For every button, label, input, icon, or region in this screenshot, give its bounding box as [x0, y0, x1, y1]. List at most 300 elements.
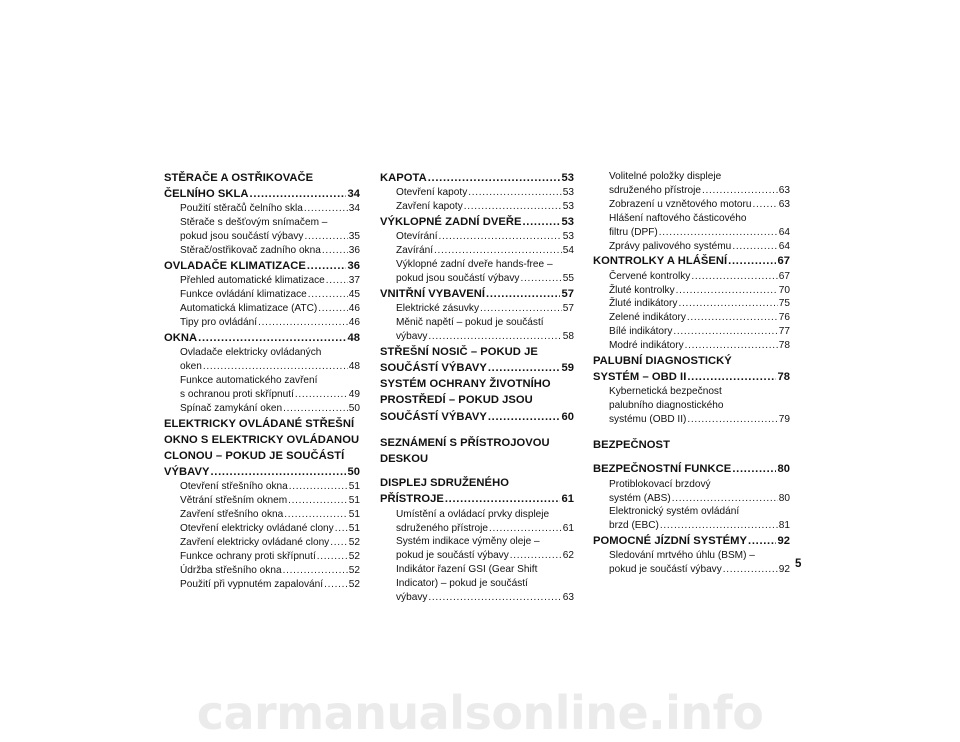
toc-entry-line [609, 311, 790, 325]
toc-entry-line [380, 491, 574, 507]
toc-subentry[interactable] [380, 316, 574, 344]
dot-leader [728, 253, 776, 269]
toc-subentry[interactable] [380, 535, 574, 563]
dot-leader [250, 186, 347, 202]
toc-entry-text: KAPOTA [380, 172, 427, 184]
toc-entry-text: SYSTÉM – OBD II [593, 371, 687, 384]
toc-entry-text: Žluté kontrolky [609, 284, 675, 296]
dot-leader [288, 494, 348, 508]
toc-page-number: 76 [778, 312, 790, 324]
toc-entry-text: Použití při vypnutém zapalování [180, 578, 324, 590]
toc-section-heading[interactable] [164, 416, 360, 481]
toc-subentry[interactable] [164, 550, 360, 564]
toc-entry-text: PROSTŘEDÍ – POKUD JSOU [380, 394, 533, 407]
toc-entry-text: pokud je součástí výbavy [396, 550, 509, 562]
toc-subentry[interactable] [593, 311, 790, 325]
toc-section-heading[interactable] [593, 437, 790, 453]
toc-entry-line [180, 550, 360, 564]
toc-entry-text: Otevírání [396, 231, 438, 243]
toc-subentry[interactable] [593, 212, 790, 240]
toc-section-heading[interactable] [164, 170, 360, 202]
toc-entry-text: výbavy [396, 330, 428, 342]
dot-leader [480, 302, 562, 316]
toc-column-1 [164, 170, 360, 592]
toc-entry-text: sdruženého přístroje [609, 184, 702, 196]
toc-entry-line [180, 360, 360, 374]
toc-entry-text: Výklopné zadní dveře hands-free – [396, 259, 553, 271]
toc-page-number: 63 [778, 198, 790, 210]
toc-entry-text: Otevření kapoty [396, 187, 468, 199]
toc-section-heading[interactable] [593, 461, 790, 477]
toc-entry-text: pokud je součástí výbavy [609, 564, 722, 576]
dot-leader [678, 297, 777, 311]
toc-page-number: 34 [347, 188, 360, 201]
dot-leader [732, 461, 776, 477]
toc-subentry[interactable] [380, 230, 574, 244]
toc-subentry[interactable] [164, 402, 360, 416]
toc-page-number: 52 [348, 564, 360, 576]
toc-entry-line [609, 519, 790, 533]
toc-entry-text: Indikátor řazení GSI (Gear Shift [396, 564, 538, 576]
toc-entry-line [164, 258, 360, 274]
dot-leader [520, 272, 561, 286]
dot-leader [753, 198, 778, 212]
toc-entry-line [609, 184, 790, 198]
toc-entry-text: Sledování mrtvého úhlu (BSM) – [609, 550, 755, 562]
toc-page-number: 75 [778, 298, 790, 310]
toc-section-heading[interactable] [380, 435, 574, 467]
toc-entry-line [180, 302, 360, 316]
toc-subentry[interactable] [593, 339, 790, 353]
toc-subentry[interactable] [593, 549, 790, 577]
toc-entry-text: Elektrické zásuvky [396, 303, 480, 315]
toc-entry-line [380, 286, 574, 302]
toc-entry-text: STŘEŠNÍ NOSIČ – POKUD JE [380, 345, 538, 358]
toc-subentry[interactable] [593, 170, 790, 198]
toc-entry-line [180, 230, 360, 244]
toc-section-heading[interactable] [164, 330, 360, 346]
toc-entry-line [593, 533, 790, 549]
toc-entry-line [180, 522, 360, 536]
toc-entry-line [180, 536, 360, 550]
toc-subentry[interactable] [593, 297, 790, 311]
toc-page-number: 51 [348, 523, 360, 535]
toc-page-number: 78 [777, 371, 790, 384]
toc-entry-text: výbavy [396, 592, 428, 604]
toc-entry-line [593, 461, 790, 477]
toc-entry-text: Systém indikace výměny oleje – [396, 536, 540, 548]
toc-subentry[interactable] [593, 270, 790, 284]
dot-leader [464, 200, 562, 214]
toc-entry-line [180, 388, 360, 402]
toc-entry-text: filtru (DPF) [609, 226, 658, 238]
toc-page-number: 51 [348, 495, 360, 507]
toc-entry-line [380, 214, 574, 230]
toc-page-number: 57 [562, 303, 574, 315]
toc-page-number: 48 [348, 360, 360, 372]
dot-leader [203, 360, 348, 374]
dot-leader [283, 564, 348, 578]
toc-section-heading[interactable] [380, 344, 574, 376]
dot-leader [676, 284, 778, 298]
toc-page-number: 46 [348, 303, 360, 315]
toc-entry-text: Červené kontrolky [609, 270, 691, 282]
toc-subentry[interactable] [164, 480, 360, 494]
toc-entry-line [380, 376, 574, 392]
dot-leader [445, 491, 561, 507]
toc-entry-text: palubního diagnostického [609, 400, 724, 412]
toc-subentry[interactable] [164, 494, 360, 508]
toc-entry-line [396, 244, 574, 258]
toc-entry-text: Zprávy palivového systému [609, 240, 732, 252]
dot-leader [439, 230, 562, 244]
dot-leader [324, 578, 348, 592]
toc-section-heading[interactable] [593, 253, 790, 269]
toc-entry-line [180, 402, 360, 416]
toc-entry-line [380, 435, 574, 451]
toc-entry-text: SYSTÉM OCHRANY ŽIVOTNÍHO [380, 378, 551, 391]
toc-page-number: 70 [778, 284, 790, 296]
toc-entry-line [180, 346, 360, 360]
toc-entry-text: s ochranou proti skřípnutí [180, 388, 294, 400]
toc-page-number: 64 [778, 226, 790, 238]
toc-page-number: 54 [562, 245, 574, 257]
toc-page-number: 63 [778, 184, 790, 196]
toc-page-number: 48 [347, 331, 360, 344]
dot-leader [486, 286, 560, 302]
toc-entry-line [164, 432, 360, 448]
toc-page-number: 67 [777, 255, 790, 268]
toc-entry-text: systému (OBD II) [609, 414, 687, 426]
toc-entry-text: pokud jsou součástí výbavy [396, 272, 520, 284]
toc-entry-line [609, 284, 790, 298]
toc-subentry[interactable] [593, 505, 790, 533]
toc-entry-text: Použití stěračů čelního skla [180, 203, 303, 215]
toc-entry-text: KONTROLKY A HLÁŠENÍ [593, 255, 728, 268]
toc-section-heading[interactable] [380, 214, 574, 230]
toc-page-number: 62 [562, 550, 574, 562]
toc-entry-line [396, 563, 574, 577]
toc-entry-line [609, 198, 790, 212]
toc-entry-line [609, 505, 790, 519]
toc-entry-line [609, 413, 790, 427]
toc-entry-line [609, 399, 790, 413]
toc-page-number: 61 [561, 493, 574, 506]
toc-entry-line [609, 226, 790, 240]
toc-subentry[interactable] [164, 564, 360, 578]
toc-entry-text: Automatická klimatizace (ATC) [180, 303, 318, 315]
toc-subentry[interactable] [593, 240, 790, 254]
toc-entry-line [380, 344, 574, 360]
toc-subentry[interactable] [380, 508, 574, 536]
dot-leader [672, 492, 778, 506]
toc-entry-line [593, 353, 790, 369]
toc-section-heading[interactable] [380, 376, 574, 425]
toc-subentry[interactable] [380, 200, 574, 214]
toc-entry-line [180, 508, 360, 522]
toc-entry-line [164, 186, 360, 202]
toc-page-number: 60 [561, 410, 574, 423]
toc-subentry[interactable] [164, 346, 360, 374]
toc-section-heading[interactable] [380, 475, 574, 507]
toc-subentry[interactable] [380, 302, 574, 316]
toc-entry-line [380, 409, 574, 425]
toc-entry-text: Otevření elektricky ovládané clony [180, 523, 334, 535]
toc-entry-text: Zavírání [396, 245, 434, 257]
toc-section-heading[interactable] [380, 170, 574, 186]
dot-leader [295, 388, 348, 402]
toc-entry-text: Větrání střešním oknem [180, 495, 288, 507]
toc-entry-line [180, 564, 360, 578]
toc-entry-text: SOUČÁSTÍ VÝBAVY [380, 361, 487, 374]
toc-page-number: 37 [348, 275, 360, 287]
toc-entry-text: Indicator) – pokud je součástí [396, 578, 528, 590]
toc-entry-line [396, 272, 574, 286]
toc-entry-text: DESKOU [380, 452, 429, 465]
toc-entry-text: Ovladače elektricky ovládaných [180, 347, 322, 359]
toc-entry-line [380, 392, 574, 408]
toc-entry-text: Funkce automatického zavření [180, 374, 318, 386]
toc-entry-line [396, 200, 574, 214]
toc-subentry[interactable] [164, 216, 360, 244]
dot-leader [283, 402, 348, 416]
toc-entry-line [396, 508, 574, 522]
toc-entry-text: Stěrač/ostřikovač zadního okna [180, 245, 321, 257]
toc-entry-text: Hlášení naftového částicového [609, 212, 747, 224]
dot-leader [308, 288, 348, 302]
toc-entry-text: SEZNÁMENÍ S PŘÍSTROJOVOU [380, 436, 550, 449]
dot-leader [702, 184, 778, 198]
toc-page-number: 55 [562, 272, 574, 284]
toc-page-number: 51 [348, 481, 360, 493]
dot-leader [659, 226, 778, 240]
toc-page-number: 81 [778, 520, 790, 532]
toc-section-heading[interactable] [380, 286, 574, 302]
toc-entry-text: Měnič napětí – pokud je součástí [396, 316, 544, 328]
toc-entry-text: Zavření kapoty [396, 201, 463, 213]
toc-entry-text: Otevření střešního okna [180, 481, 288, 493]
toc-page-number: 52 [348, 578, 360, 590]
dot-leader [326, 274, 348, 288]
toc-entry-text: Údržba střešního okna [180, 564, 282, 576]
toc-entry-text: Bílé indikátory [609, 326, 673, 338]
toc-entry-line [609, 549, 790, 563]
toc-page-number: 50 [347, 466, 360, 479]
toc-entry-text: ELEKTRICKY OVLÁDANÉ STŘEŠNÍ [164, 417, 355, 430]
toc-subentry[interactable] [164, 288, 360, 302]
dot-leader [307, 258, 347, 274]
dot-leader [304, 230, 347, 244]
toc-subentry[interactable] [164, 522, 360, 536]
dot-leader [691, 270, 777, 284]
toc-column-2 [380, 170, 574, 605]
watermark: carmanualsonline.info [196, 686, 764, 740]
dot-leader [687, 413, 777, 427]
toc-entry-text: VÝKLOPNÉ ZADNÍ DVEŘE [380, 216, 522, 229]
dot-leader [289, 480, 348, 494]
toc-entry-text: Přehled automatické klimatizace [180, 275, 325, 287]
toc-entry-text: STĚRAČE A OSTŘIKOVAČE [164, 172, 314, 184]
toc-subentry[interactable] [164, 316, 360, 330]
toc-entry-line [396, 302, 574, 316]
dot-leader [428, 591, 561, 605]
toc-entry-text: brzd (EBC) [609, 520, 659, 532]
dot-leader [468, 186, 562, 200]
toc-entry-text: POMOCNÉ JÍZDNÍ SYSTÉMY [593, 535, 748, 548]
dot-leader [284, 508, 348, 522]
dot-leader [428, 170, 561, 186]
dot-leader [317, 550, 348, 564]
toc-section-heading[interactable] [164, 258, 360, 274]
toc-entry-line [396, 522, 574, 536]
toc-page-number: 35 [348, 231, 360, 243]
dot-leader [732, 240, 777, 254]
toc-page-number: 36 [348, 245, 360, 257]
toc-page-number: 80 [778, 492, 790, 504]
toc-entry-line [380, 170, 574, 186]
toc-entry-text: DISPLEJ SDRUŽENÉHO [380, 477, 509, 490]
dot-leader [304, 202, 348, 216]
dot-leader [488, 409, 561, 425]
toc-entry-text: Funkce ochrany proti skřípnutí [180, 550, 316, 562]
dot-leader [687, 369, 776, 385]
dot-leader [723, 563, 778, 577]
dot-leader [522, 214, 560, 230]
toc-page-number: 36 [347, 260, 360, 273]
toc-page-number: 63 [562, 592, 574, 604]
toc-subentry[interactable] [164, 374, 360, 402]
toc-subentry[interactable] [164, 274, 360, 288]
toc-entry-line [380, 360, 574, 376]
dot-leader [660, 519, 778, 533]
toc-entry-text: Volitelné položky displeje [609, 171, 722, 182]
toc-section-heading[interactable] [593, 533, 790, 549]
toc-entry-line [180, 288, 360, 302]
dot-leader [685, 339, 778, 353]
toc-entry-line [396, 258, 574, 272]
toc-entry-line [609, 325, 790, 339]
dot-leader [335, 522, 348, 536]
toc-entry-line [609, 339, 790, 353]
toc-entry-line [396, 549, 574, 563]
dot-leader [748, 533, 776, 549]
toc-subentry[interactable] [164, 508, 360, 522]
toc-page-number: 77 [778, 326, 790, 338]
toc-subentry[interactable] [164, 536, 360, 550]
toc-entry-line [164, 330, 360, 346]
toc-entry-line [609, 212, 790, 226]
dot-leader [322, 244, 348, 258]
toc-page-number: 59 [561, 361, 574, 374]
dot-leader [428, 330, 561, 344]
toc-entry-line [609, 385, 790, 399]
toc-entry-line [164, 170, 360, 186]
dot-leader [330, 536, 348, 550]
toc-subentry[interactable] [380, 258, 574, 286]
dot-leader [258, 316, 348, 330]
toc-entry-text: SOUČÁSTÍ VÝBAVY [380, 410, 487, 423]
toc-entry-text: Spínač zamykání oken [180, 402, 283, 414]
toc-entry-line [593, 369, 790, 385]
toc-subentry[interactable] [593, 198, 790, 212]
toc-entry-text: Umístění a ovládací prvky displeje [396, 508, 550, 520]
toc-entry-text: VÝBAVY [164, 466, 210, 479]
toc-entry-text: Zavření střešního okna [180, 509, 284, 521]
toc-subentry[interactable] [164, 202, 360, 216]
toc-subentry[interactable] [593, 478, 790, 506]
toc-entry-text: ČELNÍHO SKLA [164, 188, 249, 201]
toc-entry-text: Funkce ovládání klimatizace [180, 289, 307, 301]
toc-subentry[interactable] [380, 563, 574, 605]
toc-page-number: 79 [778, 414, 790, 426]
toc-entry-line [396, 186, 574, 200]
toc-entry-text: Žluté indikátory [609, 298, 678, 310]
dot-leader [198, 330, 346, 346]
toc-entry-line [180, 244, 360, 258]
toc-page-number: 64 [778, 240, 790, 252]
toc-page-number: 67 [778, 270, 790, 282]
toc-section-heading[interactable] [593, 353, 790, 385]
toc-entry-text: Zelené indikátory [609, 312, 686, 324]
toc-page-number: 78 [778, 340, 790, 352]
toc-entry-text: Modré indikátory [609, 340, 684, 352]
toc-entry-line [180, 202, 360, 216]
toc-entry-text: Stěrače s dešťovým snímačem – [180, 217, 328, 229]
toc-entry-text: Elektronický systém ovládání [609, 506, 740, 518]
dot-leader [488, 360, 561, 376]
toc-entry-text: PŘÍSTROJE [380, 493, 444, 506]
toc-subentry[interactable] [593, 284, 790, 298]
toc-subentry[interactable] [593, 325, 790, 339]
toc-entry-line [609, 240, 790, 254]
toc-entry-line [164, 416, 360, 432]
toc-subentry[interactable] [164, 302, 360, 316]
toc-entry-text: BEZPEČNOSTNÍ FUNKCE [593, 463, 732, 476]
toc-page-number: 53 [561, 172, 574, 184]
toc-entry-line [180, 374, 360, 388]
toc-entry-text: sdruženého přístroje [396, 522, 489, 534]
toc-subentry[interactable] [593, 385, 790, 427]
toc-page-number: 53 [562, 187, 574, 199]
toc-page-number: 53 [561, 216, 574, 229]
toc-page-number: 92 [778, 564, 790, 576]
toc-subentry[interactable] [380, 244, 574, 258]
toc-entry-text: OKNO S ELEKTRICKY OVLÁDANOU [164, 433, 360, 446]
toc-entry-text: Tipy pro ovládání [180, 316, 258, 328]
toc-entry-line [609, 170, 790, 184]
toc-page-number: 53 [562, 201, 574, 213]
dot-leader [318, 302, 348, 316]
toc-subentry[interactable] [164, 578, 360, 592]
toc-subentry[interactable] [164, 244, 360, 258]
toc-entry-text: OKNA [164, 331, 198, 344]
toc-page-number: 34 [348, 203, 360, 215]
toc-entry-line [609, 563, 790, 577]
toc-entry-text: oken [180, 360, 202, 372]
toc-entry-line [609, 492, 790, 506]
toc-entry-line [180, 316, 360, 330]
toc-entry-text: CLONOU – POKUD JE SOUČÁSTÍ [164, 450, 345, 462]
toc-subentry[interactable] [380, 186, 574, 200]
toc-entry-line [180, 578, 360, 592]
toc-entry-line [396, 535, 574, 549]
toc-page-number: 45 [348, 289, 360, 301]
dot-leader [673, 325, 777, 339]
toc-entry-line [180, 494, 360, 508]
toc-entry-text: Zavření elektricky ovládané clony [180, 537, 330, 549]
dot-leader [489, 522, 562, 536]
toc-entry-line [396, 577, 574, 591]
